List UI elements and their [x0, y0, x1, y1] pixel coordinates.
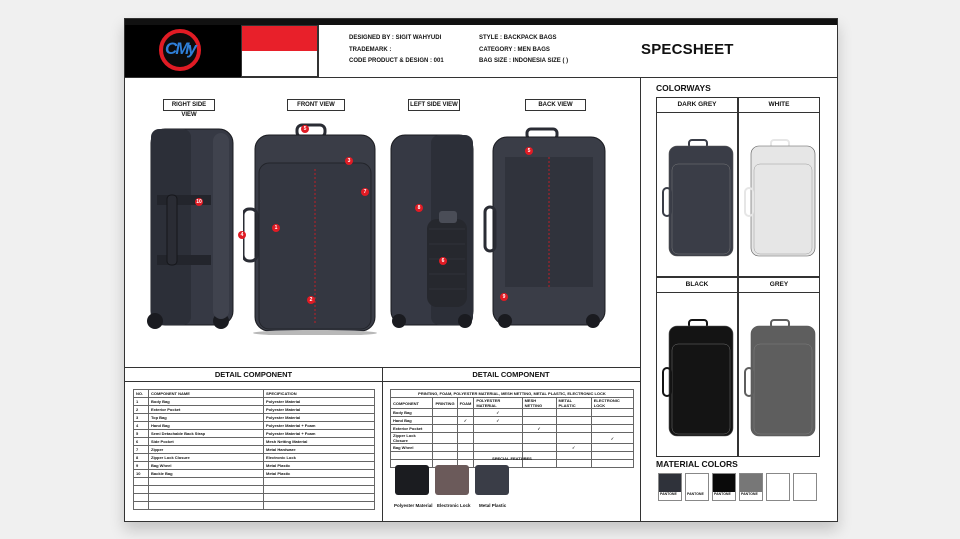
colorways-title: COLORWAYS: [656, 83, 711, 93]
table-row: [391, 433, 634, 444]
material-swatch-empty: [766, 473, 790, 501]
material-colors-title: MATERIAL COLORS: [656, 459, 738, 469]
table-row-empty: [134, 478, 375, 486]
table-cell: [433, 433, 457, 444]
colorway-card: [656, 277, 738, 457]
material-swatch: [685, 473, 709, 501]
callout-3: 3: [345, 157, 353, 165]
table-cell: Electronic Lock: [264, 454, 375, 462]
callout-8: 8: [415, 204, 423, 212]
table-header: FOAM: [457, 398, 474, 409]
colorway-card: [656, 97, 738, 277]
table-cell: 7: [134, 446, 149, 454]
material-swatch: [712, 473, 736, 501]
table-cell: [522, 444, 556, 452]
table-cell: Polyester Material: [264, 406, 375, 414]
table-cell: [474, 425, 522, 433]
table-cell: Metal Plastic: [264, 470, 375, 478]
table-cell: [457, 425, 474, 433]
table-cell: 4: [134, 422, 149, 430]
table-row: [134, 470, 375, 478]
table-row: [391, 425, 634, 433]
table-header: POLYESTER MATERIAL: [474, 398, 522, 409]
table-cell: [522, 409, 556, 417]
material-swatch: [658, 473, 682, 501]
table-cell: [591, 409, 633, 417]
bag-right-side-view: [143, 125, 239, 337]
trademark: TRADEMARK :: [349, 46, 392, 53]
table-header: COMPONENT: [391, 398, 433, 409]
swatch-label: PANTONE: [714, 492, 731, 496]
table-cell: Body Bag: [149, 398, 264, 406]
product-code: CODE PRODUCT & DESIGN : 001: [349, 58, 444, 64]
logo-text: CMy: [165, 39, 195, 58]
table-row: [134, 398, 375, 406]
feature-electronic-lock: Electronic Lock: [437, 503, 471, 508]
table-row: [134, 406, 375, 414]
table-cell: Polyester Material + Foam: [264, 422, 375, 430]
table-cell: [591, 425, 633, 433]
colorway-label: GREY: [769, 281, 789, 288]
colorway-label: WHITE: [768, 101, 790, 108]
table-row: [391, 417, 634, 425]
table-cell: Hand Bag: [391, 417, 433, 425]
table-cell: Exterior Pocket: [149, 406, 264, 414]
page-title: SPECSHEET: [641, 41, 734, 58]
table-row: [134, 438, 375, 446]
table-cell: 5: [134, 430, 149, 438]
table-cell: [433, 417, 457, 425]
product-info: [479, 33, 568, 68]
table-cell: [474, 444, 522, 452]
table-cell: [556, 433, 591, 444]
table-cell: Semi Detachable Back Strap: [149, 430, 264, 438]
table-cell: Backle Bag: [149, 470, 264, 478]
detail-right-title: DETAIL COMPONENT: [472, 370, 550, 379]
table-header: ELECTRONIC LOCK: [591, 398, 633, 409]
table-cell: [556, 417, 591, 425]
swatch-label: PANTONE: [687, 492, 704, 496]
table-cell: [433, 409, 457, 417]
colorway-label: DARK GREY: [677, 101, 717, 108]
table-cell: 2: [134, 406, 149, 414]
table-cell: 9: [134, 462, 149, 470]
designed-by: DESIGNED BY : SIGIT WAHYUDI: [349, 35, 442, 41]
bag-back-view: [483, 127, 613, 335]
table-cell: [556, 409, 591, 417]
table-cell: ✓: [556, 444, 591, 452]
table-cell: ✓: [591, 433, 633, 444]
table-cell: [433, 425, 457, 433]
callout-9: 9: [500, 293, 508, 301]
table-header: MESH NETTING: [522, 398, 556, 409]
brand-logo: [159, 29, 201, 71]
callout-5-top: 5: [301, 125, 309, 133]
colorway-card: [738, 277, 820, 457]
feature-metal-plastic: Metal Plastic: [479, 503, 507, 508]
material-swatch-empty: [793, 473, 817, 501]
table-header: METAL PLASTIC: [556, 398, 591, 409]
table-cell: Hand Bag: [149, 422, 264, 430]
colorway-card: [738, 97, 820, 277]
category: CATEGORY : MEN BAGS: [479, 46, 550, 53]
spec-sheet: [124, 18, 838, 522]
callout-6: 6: [439, 257, 447, 265]
table-cell: Bag Wheel: [391, 444, 433, 452]
feature-images: [393, 463, 513, 497]
table-row-empty: [134, 502, 375, 510]
colorway-bag: [661, 138, 735, 258]
table-cell: [591, 444, 633, 452]
table-row: [134, 446, 375, 454]
colorway-bag: [743, 318, 817, 438]
table-cell: 6: [134, 438, 149, 446]
swatch-label: PANTONE: [660, 492, 677, 496]
table-cell: Top Bag: [149, 414, 264, 422]
table-cell: Polyester Material: [264, 414, 375, 422]
designer-info: [349, 33, 444, 68]
callout-10: 10: [196, 199, 202, 205]
table-row-empty: [134, 486, 375, 494]
col-specification: SPECIFICATION: [264, 390, 375, 398]
indonesia-flag: [241, 25, 318, 77]
detail-left-title: DETAIL COMPONENT: [214, 370, 293, 379]
table-header: PRINTING: [433, 398, 457, 409]
table-cell: Zipper: [149, 446, 264, 454]
label-front-view: FRONT VIEW: [287, 99, 345, 111]
colorway-label: BLACK: [685, 281, 709, 288]
label-back-view: BACK VIEW: [525, 99, 586, 111]
bag-left-side-view: [387, 129, 477, 335]
table-cell: [457, 444, 474, 452]
table-row: [134, 462, 375, 470]
table-cell: ✓: [522, 425, 556, 433]
table-cell: [457, 409, 474, 417]
table-cell: [457, 433, 474, 444]
table-cell: Exterior Pocket: [391, 425, 433, 433]
callout-7: 7: [361, 188, 369, 196]
callout-4: 4: [238, 231, 246, 239]
table-row: [391, 444, 634, 452]
table-cell: Zipper Lock Closure: [391, 433, 433, 444]
table-cell: ✓: [457, 417, 474, 425]
material-swatch: [739, 473, 763, 501]
col-component-name: COMPONENT NAME: [149, 390, 264, 398]
table-cell: 10: [134, 470, 149, 478]
logo-box: [125, 25, 241, 77]
table-row-empty: [134, 494, 375, 502]
swatch-label: PANTONE: [741, 492, 758, 496]
table-cell: Mesh Netting Material: [264, 438, 375, 446]
table-cell: Side Pocket: [149, 438, 264, 446]
table-row: [134, 430, 375, 438]
table-cell: Metal Hardware: [264, 446, 375, 454]
table-cell: [433, 444, 457, 452]
table-row: [134, 414, 375, 422]
table-cell: Bag Wheel: [149, 462, 264, 470]
feature-polyester-material: Polyester Material: [394, 503, 433, 508]
materials-subtitle: PRINTING, FOAM, POLYESTER MATERIAL, MESH NETTING, METAL PLASTIC, ELECTRONIC LOCK: [391, 390, 634, 398]
colorway-bag: [661, 318, 735, 438]
table-cell: Polyester Material: [264, 398, 375, 406]
colorway-bag: [743, 138, 817, 258]
table-cell: [556, 425, 591, 433]
label-left-side-view: LEFT SIDE VIEW: [408, 99, 460, 111]
detail-left-table: [133, 389, 375, 510]
bag-size: BAG SIZE : INDONESIA SIZE ( ): [479, 58, 569, 64]
table-row: [134, 422, 375, 430]
table-cell: [591, 417, 633, 425]
table-cell: Zipper Lock Closure: [149, 454, 264, 462]
table-cell: 3: [134, 414, 149, 422]
callout-1: 1: [272, 224, 280, 232]
table-row: [134, 454, 375, 462]
table-cell: 1: [134, 398, 149, 406]
label-right-side-view: RIGHT SIDE VIEW: [163, 99, 215, 111]
table-row: [391, 409, 634, 417]
table-cell: Metal Plastic: [264, 462, 375, 470]
col-no: NO.: [134, 390, 149, 398]
callout-2: 2: [307, 296, 315, 304]
table-cell: ✓: [474, 409, 522, 417]
table-cell: 8: [134, 454, 149, 462]
table-cell: ✓: [474, 417, 522, 425]
special-features-label: SPECIAL FEATURES: [492, 456, 532, 461]
table-cell: Body Bag: [391, 409, 433, 417]
table-cell: Polyester Material + Foam: [264, 430, 375, 438]
callout-5: 5: [525, 147, 533, 155]
table-cell: [522, 433, 556, 444]
table-cell: [522, 417, 556, 425]
style: STYLE : BACKPACK BAGS: [479, 35, 557, 41]
table-cell: [474, 433, 522, 444]
